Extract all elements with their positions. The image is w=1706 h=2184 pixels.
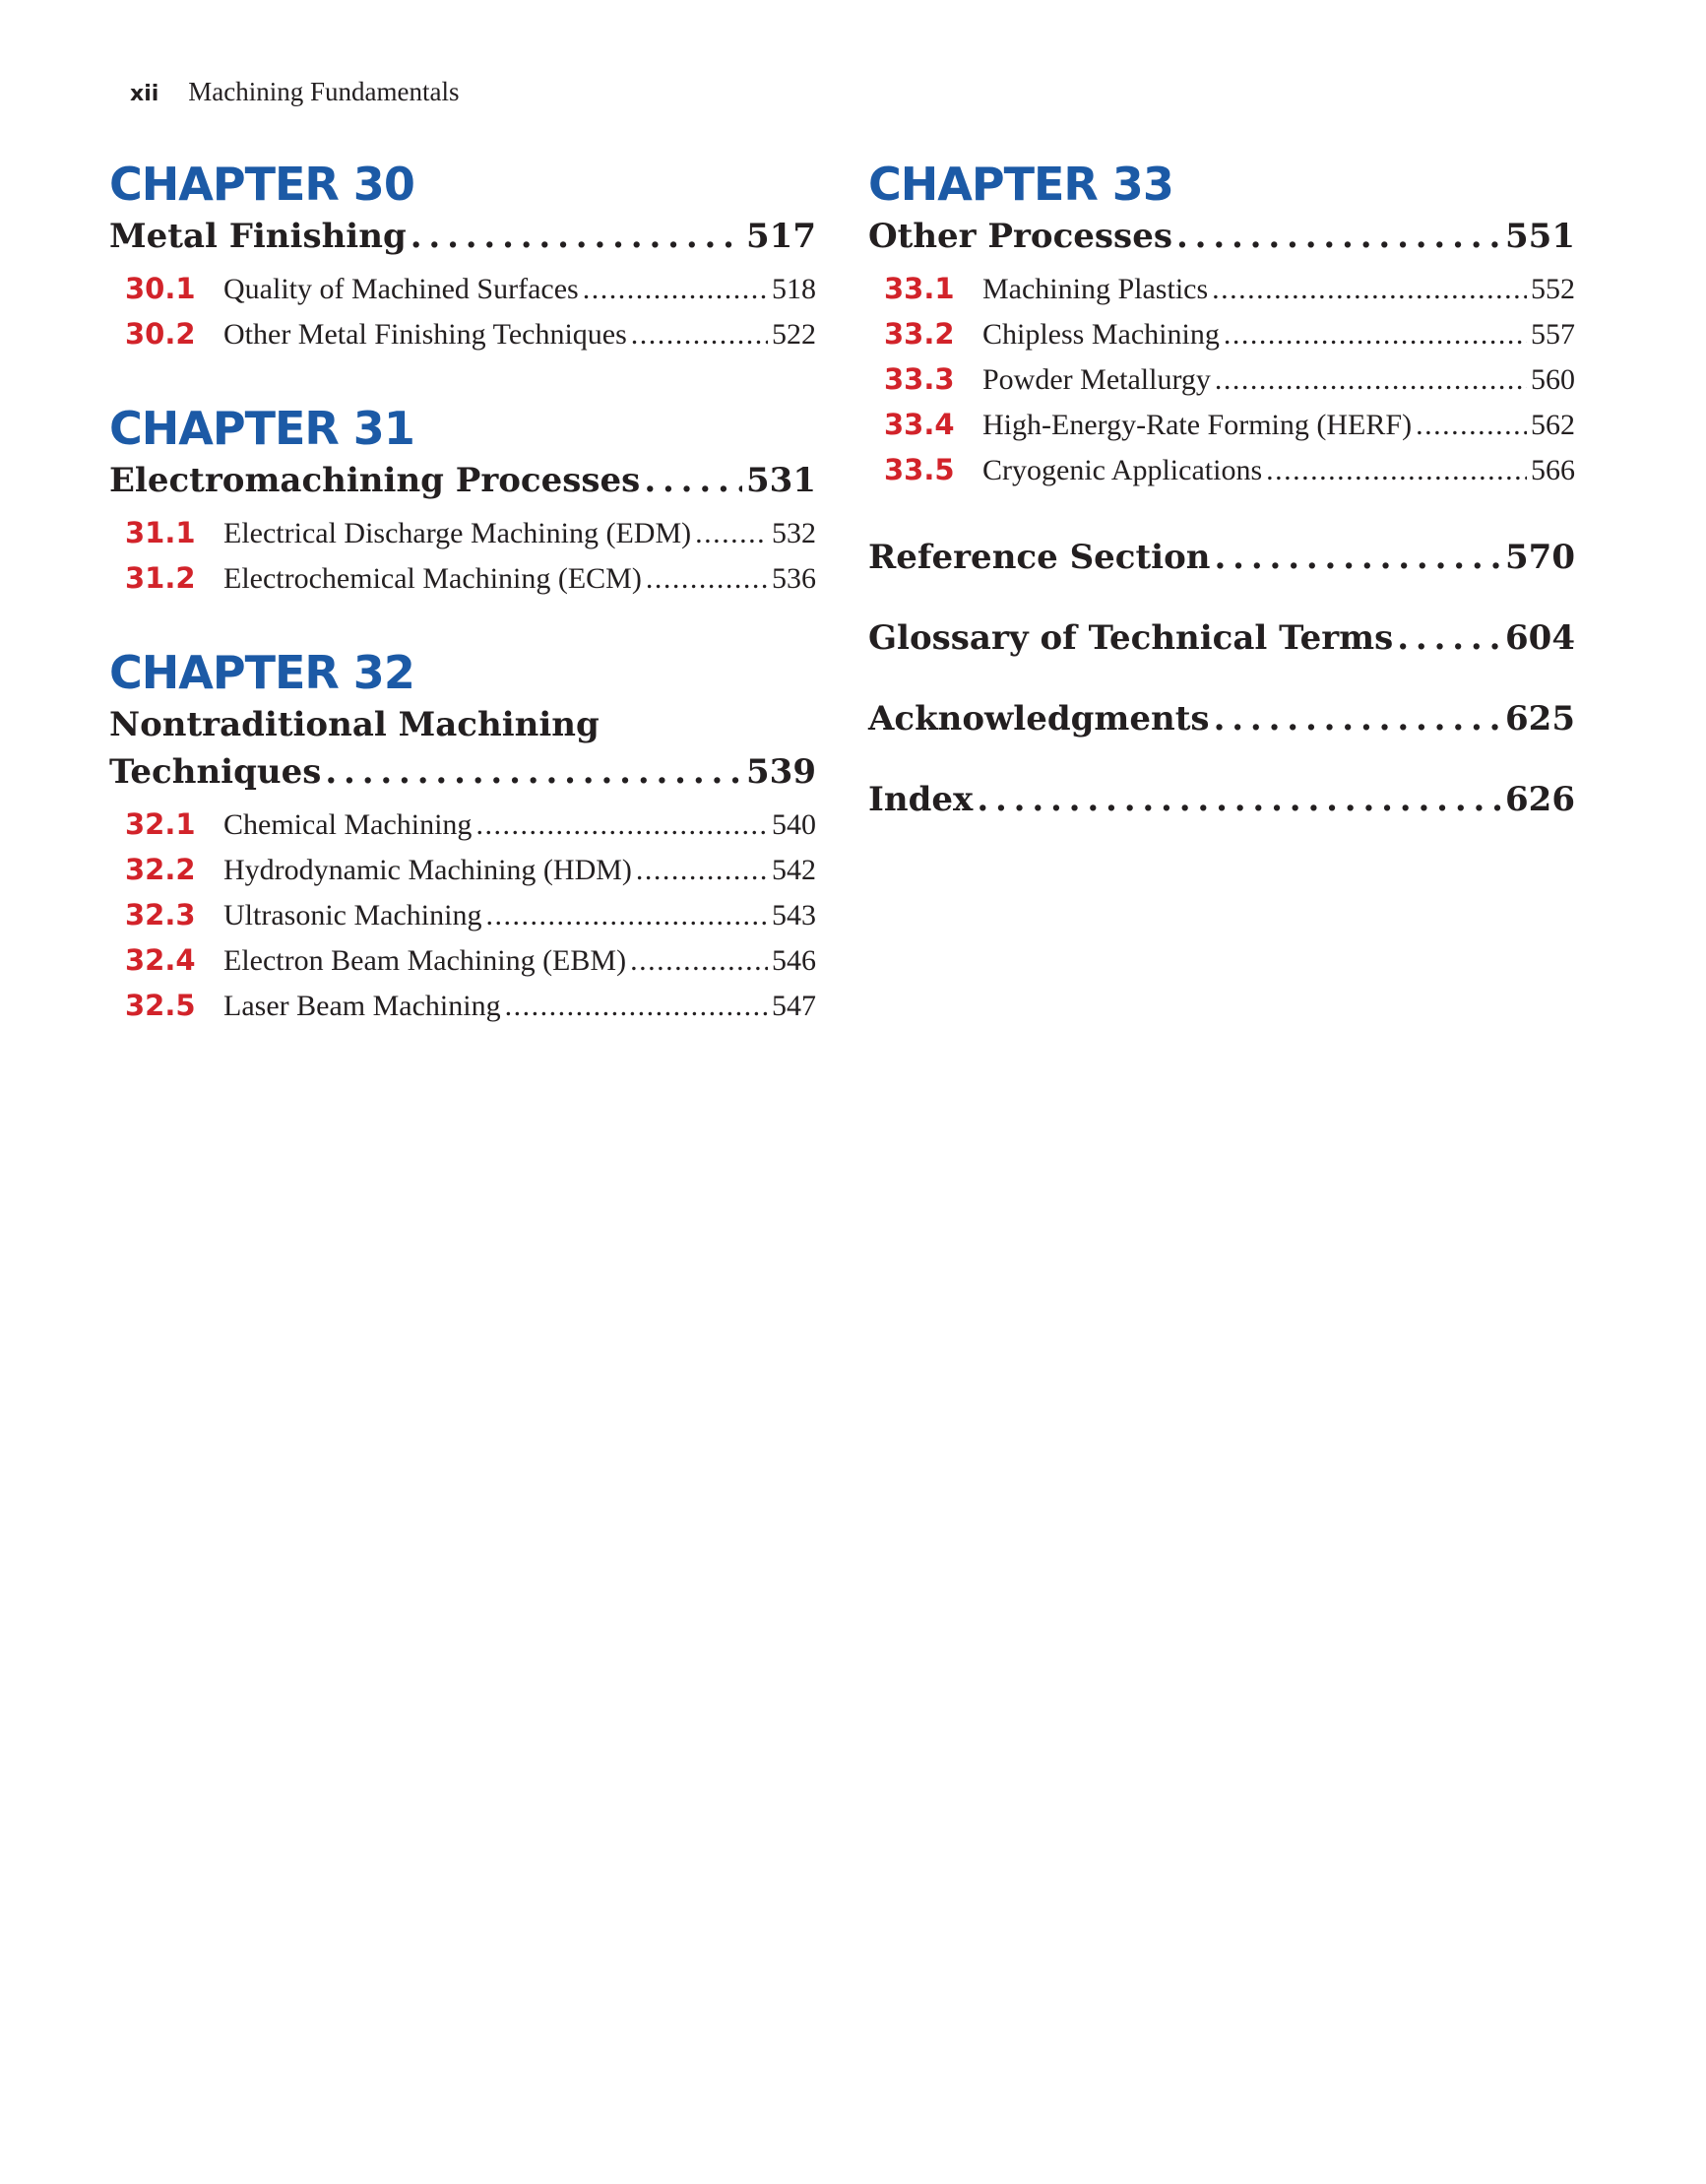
back-matter-title: Glossary of Technical Terms: [868, 618, 1394, 658]
dot-leader: [1397, 618, 1501, 658]
section-page-number: 560: [1531, 363, 1575, 396]
dot-leader: [505, 990, 768, 1023]
section-page-number: 557: [1531, 318, 1575, 351]
section-list: [109, 272, 816, 362]
section-number: 32.5: [125, 989, 196, 1022]
section-list: [109, 807, 816, 1034]
running-head: [130, 77, 460, 107]
toc-left-column: [109, 158, 816, 1073]
chapter-title-line-1: Nontraditional Machining: [109, 705, 600, 744]
dot-leader: [1215, 363, 1527, 397]
section-title: Chipless Machining: [982, 318, 1220, 351]
back-matter-page-number: 626: [1505, 780, 1575, 819]
toc-right-column: [868, 158, 1575, 861]
dot-leader: [636, 854, 768, 887]
section-page-number: 540: [772, 808, 816, 841]
section-page-number: 547: [772, 990, 816, 1022]
section-page-number: 562: [1531, 409, 1575, 441]
section-number: 33.2: [884, 317, 955, 351]
dot-leader: [1176, 213, 1501, 260]
dot-leader: [631, 318, 768, 352]
chapter-label: CHAPTER 33: [868, 158, 1173, 211]
section-number: 33.1: [884, 272, 955, 305]
chapter-title-link[interactable]: [109, 701, 816, 796]
section-page-number: 546: [772, 944, 816, 977]
section-entry[interactable]: [109, 989, 816, 1034]
section-entry[interactable]: [868, 272, 1575, 317]
dot-leader: [1214, 699, 1501, 739]
section-number: 30.2: [125, 317, 196, 351]
section-page-number: 532: [772, 517, 816, 549]
section-title: Electrical Discharge Machining (EDM): [223, 517, 692, 549]
dot-leader: [1224, 318, 1527, 352]
dot-leader: [646, 562, 768, 596]
book-title: Machining Fundamentals: [188, 77, 460, 106]
chapter-label: CHAPTER 32: [109, 646, 414, 699]
back-matter-entry[interactable]: [868, 538, 1575, 618]
section-page-number: 566: [1531, 454, 1575, 486]
section-list: [109, 516, 816, 607]
dot-leader: [977, 780, 1501, 819]
chapter-label: CHAPTER 31: [109, 402, 414, 455]
section-page-number: 552: [1531, 273, 1575, 305]
back-matter-title: Reference Section: [868, 538, 1211, 577]
section-number: 33.5: [884, 453, 955, 486]
section-entry[interactable]: [109, 561, 816, 607]
section-title: Chemical Machining: [223, 808, 473, 841]
chapter-31-entry: [109, 402, 816, 607]
back-matter-title: Acknowledgments: [868, 699, 1210, 739]
back-matter-entry[interactable]: [868, 699, 1575, 780]
dot-leader: [475, 808, 768, 842]
chapter-page-number: 539: [746, 752, 816, 792]
dot-leader: [325, 748, 742, 796]
chapter-page-number: 517: [746, 217, 816, 256]
section-entry[interactable]: [109, 898, 816, 943]
dot-leader: [485, 899, 768, 932]
chapter-page-number: 551: [1505, 217, 1575, 256]
chapter-title-link[interactable]: [109, 457, 816, 504]
dot-leader: [644, 457, 742, 504]
section-entry[interactable]: [868, 317, 1575, 362]
section-title: Electrochemical Machining (ECM): [223, 562, 642, 595]
dot-leader: [695, 517, 768, 550]
section-page-number: 522: [772, 318, 816, 351]
section-number: 32.2: [125, 853, 196, 886]
chapter-title-line-2: Techniques: [109, 752, 322, 792]
back-matter-page-number: 570: [1505, 538, 1575, 577]
back-matter-entry[interactable]: [868, 780, 1575, 861]
section-entry[interactable]: [868, 362, 1575, 408]
section-page-number: 536: [772, 562, 816, 595]
section-entry[interactable]: [109, 943, 816, 989]
section-number: 33.3: [884, 362, 955, 396]
section-title: Quality of Machined Surfaces: [223, 273, 579, 305]
section-entry[interactable]: [109, 807, 816, 853]
dot-leader: [1212, 273, 1527, 306]
dot-leader: [1266, 454, 1527, 487]
chapter-title: Electromachining Processes: [109, 461, 641, 500]
back-matter-page-number: 625: [1505, 699, 1575, 739]
section-title: High-Energy-Rate Forming (HERF): [982, 409, 1413, 441]
back-matter-list: [868, 538, 1575, 861]
chapter-32-entry: [109, 646, 816, 1034]
chapter-33-entry: [868, 158, 1575, 498]
dot-leader: [630, 944, 768, 978]
page-folio: xii: [130, 82, 159, 106]
dot-leader: [583, 273, 768, 306]
section-title: Hydrodynamic Machining (HDM): [223, 854, 632, 886]
section-entry[interactable]: [109, 272, 816, 317]
dot-leader: [1416, 409, 1527, 442]
section-list: [868, 272, 1575, 498]
section-title: Machining Plastics: [982, 273, 1209, 305]
section-entry[interactable]: [109, 317, 816, 362]
back-matter-entry[interactable]: [868, 618, 1575, 699]
section-entry[interactable]: [109, 516, 816, 561]
section-title: Cryogenic Applications: [982, 454, 1263, 486]
chapter-page-number: 531: [746, 461, 816, 500]
chapter-title-link[interactable]: [868, 213, 1575, 260]
section-page-number: 542: [772, 854, 816, 886]
section-number: 32.3: [125, 898, 196, 931]
section-number: 32.4: [125, 943, 196, 977]
section-entry[interactable]: [868, 453, 1575, 498]
section-entry[interactable]: [109, 853, 816, 898]
section-title: Other Metal Finishing Techniques: [223, 318, 627, 351]
section-entry[interactable]: [868, 408, 1575, 453]
dot-leader: [411, 213, 742, 260]
section-number: 33.4: [884, 408, 955, 441]
dot-leader: [1215, 538, 1502, 577]
chapter-30-entry: [109, 158, 816, 362]
chapter-title: Other Processes: [868, 217, 1172, 256]
section-number: 30.1: [125, 272, 196, 305]
section-number: 32.1: [125, 807, 196, 841]
section-title: Electron Beam Machining (EBM): [223, 944, 627, 977]
chapter-title: Metal Finishing: [109, 217, 407, 256]
section-number: 31.1: [125, 516, 196, 549]
back-matter-page-number: 604: [1505, 618, 1575, 658]
section-title: Ultrasonic Machining: [223, 899, 482, 931]
section-title: Powder Metallurgy: [982, 363, 1211, 396]
back-matter-title: Index: [868, 780, 974, 819]
section-title: Laser Beam Machining: [223, 990, 501, 1022]
chapter-title-link[interactable]: [109, 213, 816, 260]
section-number: 31.2: [125, 561, 196, 595]
section-page-number: 543: [772, 899, 816, 931]
section-page-number: 518: [772, 273, 816, 305]
chapter-label: CHAPTER 30: [109, 158, 414, 211]
